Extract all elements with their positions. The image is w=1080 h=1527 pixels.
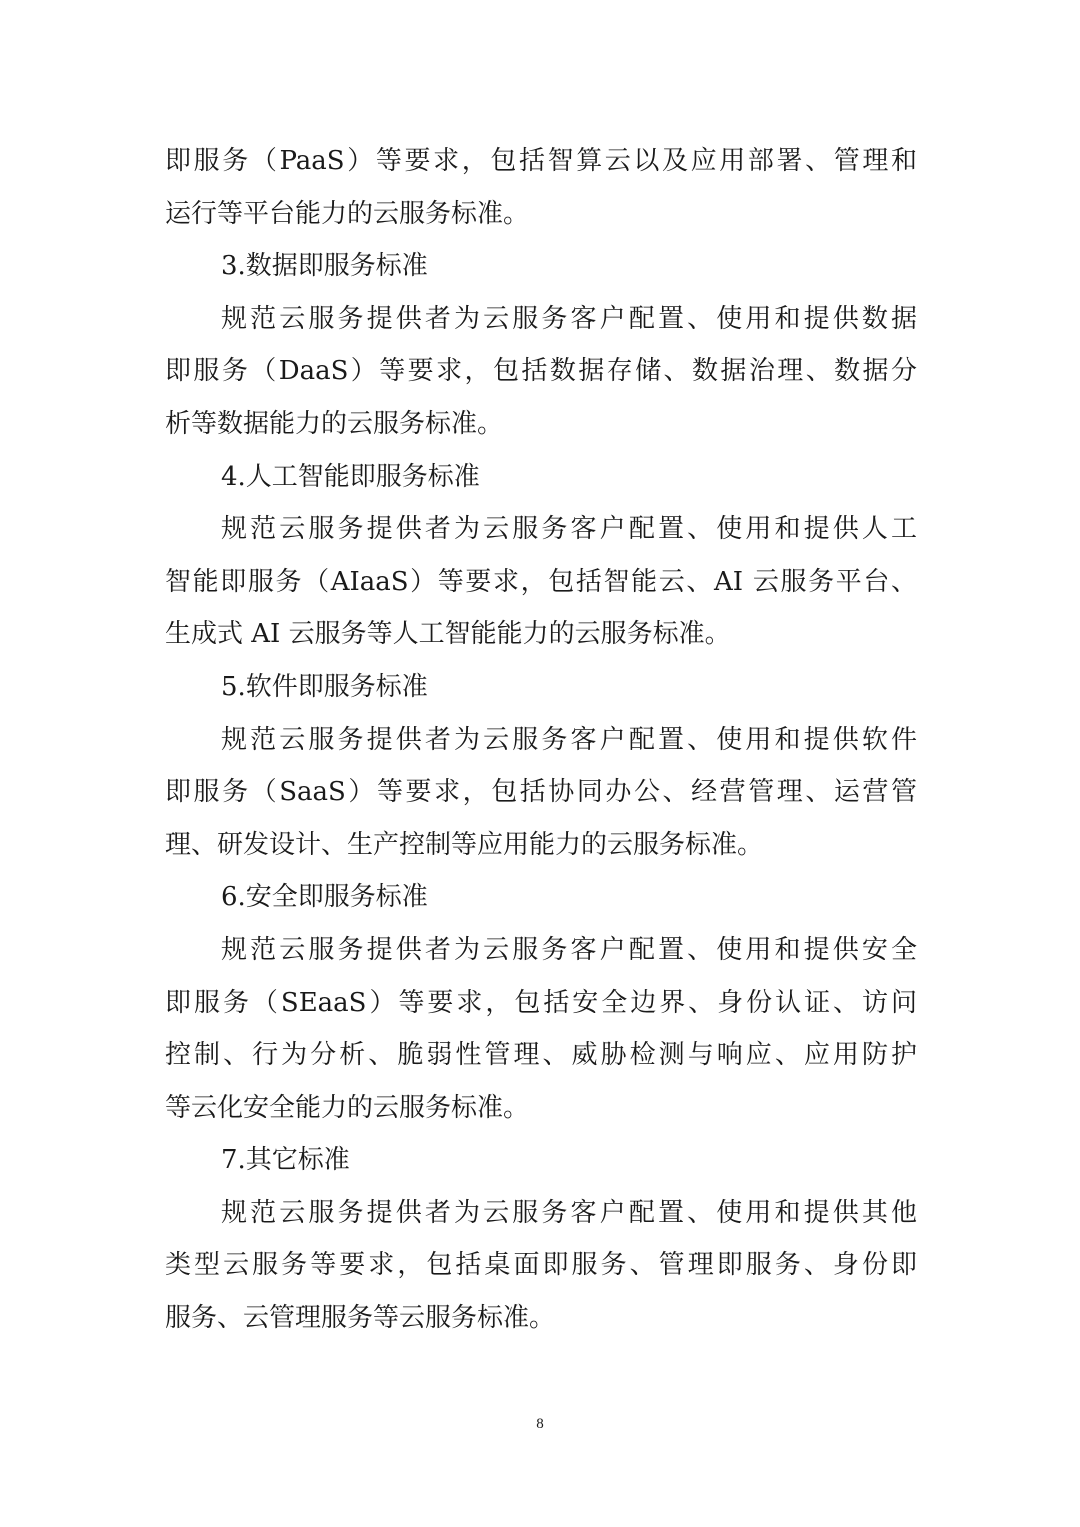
paragraph-line: 即服务（SaaS）等要求，包括协同办公、经营管理、运营管 (165, 777, 917, 808)
paragraph-line: 规范云服务提供者为云服务客户配置、使用和提供软件 (221, 724, 917, 755)
document-body (165, 135, 917, 1345)
paragraph-line: 析等数据能力的云服务标准。 (165, 408, 504, 439)
page-number: 8 (536, 1416, 544, 1432)
paragraph-line: 即服务（PaaS）等要求，包括智算云以及应用部署、管理和 (165, 146, 917, 176)
section-heading-seaas: 6.安全即服务标准 (221, 882, 428, 913)
section-heading-saas: 5.软件即服务标准 (221, 671, 428, 702)
paragraph-line: 类型云服务等要求，包括桌面即服务、管理即服务、身份即 (165, 1250, 917, 1281)
paragraph-line: 理、研发设计、生产控制等应用能力的云服务标准。 (165, 829, 764, 860)
paragraph-line: 规范云服务提供者为云服务客户配置、使用和提供其他 (221, 1197, 917, 1228)
section-heading-other: 7.其它标准 (221, 1145, 350, 1176)
paragraph-line: 生成式 AI 云服务等人工智能能力的云服务标准。 (165, 619, 731, 650)
paragraph-line: 等云化安全能力的云服务标准。 (165, 1092, 530, 1123)
section-heading-daas: 3.数据即服务标准 (221, 251, 428, 282)
paragraph-line: 控制、行为分析、脆弱性管理、威胁检测与响应、应用防护 (165, 1040, 917, 1071)
paragraph-line: 服务、云管理服务等云服务标准。 (165, 1303, 556, 1334)
paragraph-line: 运行等平台能力的云服务标准。 (165, 198, 530, 229)
paragraph-line: 即服务（DaaS）等要求，包括数据存储、数据治理、数据分 (165, 356, 917, 387)
paragraph-line: 规范云服务提供者为云服务客户配置、使用和提供数据 (221, 303, 917, 334)
paragraph-line: 即服务（SEaaS）等要求，包括安全边界、身份认证、访问 (165, 987, 917, 1018)
paragraph-line: 规范云服务提供者为云服务客户配置、使用和提供人工 (221, 514, 917, 545)
section-heading-aiaas: 4.人工智能即服务标准 (221, 461, 480, 492)
paragraph-line: 智能即服务（AIaaS）等要求，包括智能云、AI 云服务平台、 (165, 566, 917, 597)
paragraph-line: 规范云服务提供者为云服务客户配置、使用和提供安全 (221, 934, 917, 965)
